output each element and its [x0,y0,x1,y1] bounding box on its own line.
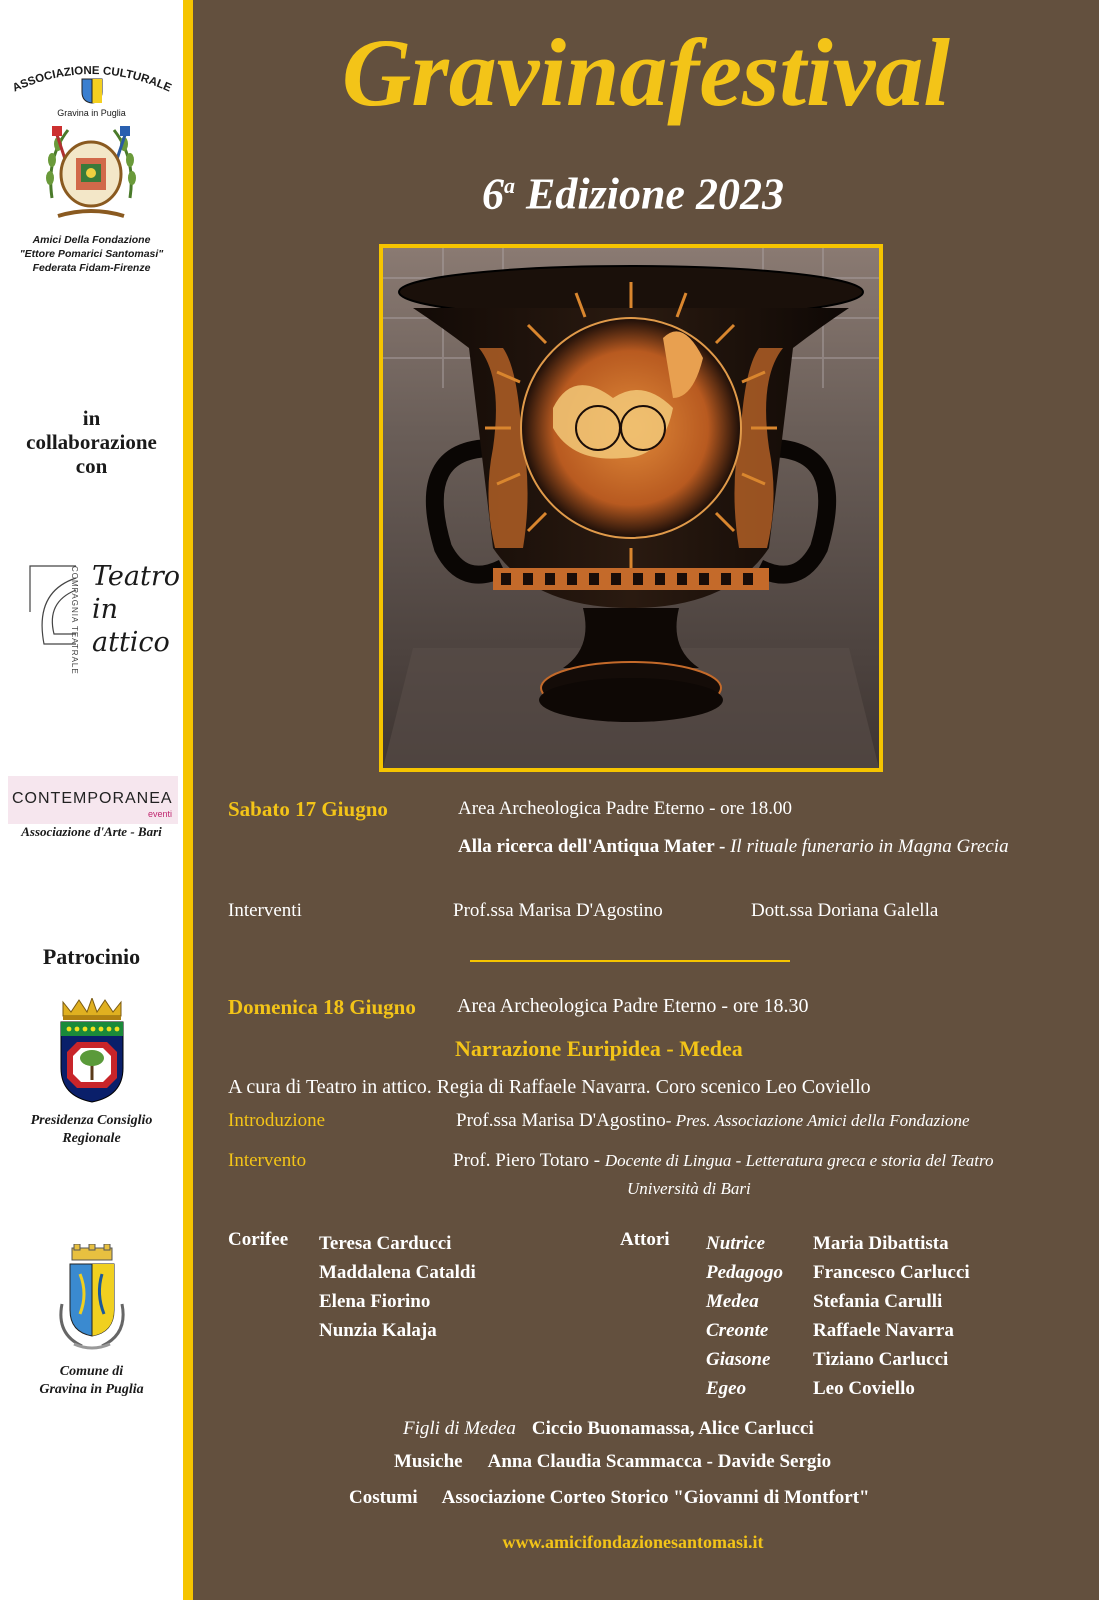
figli-names: Ciccio Buonamassa, Alice Carlucci [531,1418,814,1439]
krater-image [383,248,879,768]
role-name: Nutrice [706,1233,766,1254]
regione-crest-icon [57,998,127,1104]
assoc-title: ASSOCIAZIONE CULTURALE [10,64,174,95]
day2-interv-univ: Università di Bari [627,1179,751,1198]
actor-name: Leo Coviello [813,1378,915,1399]
regione-line2: Regionale [62,1131,121,1146]
edition-text: Edizione 2023 [515,169,784,219]
day1-speaker2: Dott.ssa Doriana Galella [751,900,939,921]
musiche-names: Anna Claudia Scammacca - Davide Sergio [487,1451,832,1472]
contemporanea-logo [8,776,178,824]
day2-intro-name: Prof.ssa Marisa D'Agostino [456,1110,666,1131]
comune-caption [0,1363,183,1399]
teatro-word2: in [92,594,119,625]
day2-intro [456,1110,970,1132]
teatro-vertical-label: COMPAGNIA TEATRALE [70,566,79,675]
role-name: Egeo [706,1378,747,1399]
musiche-label: Musiche [394,1451,463,1472]
day1-speaker1: Prof.ssa Marisa D'Agostino [453,900,663,921]
edition-superscript: a [504,173,516,198]
collab-line3: con [75,454,108,478]
roles-list [706,1229,783,1403]
day2-place: Area Archeologica Padre Eterno - ore 18.30 [457,995,809,1017]
day1-event-subtitle: Il rituale funerario in Magna Grecia [730,836,1009,857]
day2-event: Narrazione Euripidea - Medea [455,1036,743,1061]
day1-interventi-label: Interventi [228,900,302,921]
actor-name: Stefania Carulli [813,1291,943,1312]
corifee-name: Nunzia Kalaja [319,1320,437,1341]
corifee-name: Maddalena Cataldi [319,1262,476,1283]
collaboration-text [0,406,183,478]
actors-list [813,1229,970,1403]
day2-interv [453,1150,994,1172]
actor-name: Raffaele Navarra [813,1320,954,1341]
attori-label: Attori [620,1229,670,1250]
costumi-names: Associazione Corteo Storico "Giovanni di Montfort" [441,1487,870,1508]
teatro-word3: attico [92,627,170,658]
day2-interv-role: Docente di Lingua - Letteratura greca e storia del Teatro [604,1151,994,1170]
assoc-place: Gravina in Puglia [57,108,126,118]
comune-line1: Comune di [59,1364,124,1379]
gold-stripe [183,0,193,1600]
corifee-name: Teresa Carducci [319,1233,452,1254]
assoc-line1: Amici Della Fondazione [32,234,151,246]
corifee-list [319,1229,476,1345]
collab-line1: in [82,406,101,430]
day2-intro-label: Introduzione [228,1110,326,1131]
day2-interv-label: Intervento [228,1150,307,1171]
assoc-shield-icon [81,78,103,104]
day1-place: Area Archeologica Padre Eterno - ore 18.00 [458,798,792,819]
edition-heading [193,160,1073,221]
corifee-name: Elena Fiorino [319,1291,431,1312]
day2-intro-role: - Pres. Associazione Amici della Fondazione [665,1111,970,1130]
costumi-label: Costumi [349,1487,418,1508]
edition-number: 6 [482,169,505,219]
assoc-line2: "Ettore Pomarici Santomasi" [19,248,164,260]
day2-date: Domenica 18 Giugno [228,995,416,1019]
day1-date: Sabato 17 Giugno [228,797,388,821]
website-link[interactable]: www.amicifondazionesantomasi.it [502,1532,764,1552]
patrocinio-heading: Patrocinio [42,944,141,969]
teatro-word1: Teatro [92,561,181,592]
comune-crest-icon [52,1244,132,1356]
figli-row [403,1418,814,1440]
collab-line2: collaborazione [26,430,157,454]
teatro-logo-icon [20,562,90,658]
contemporanea-sub: eventi [147,809,172,819]
regione-caption [0,1112,183,1148]
assoc-emblem-icon [38,118,144,226]
corifee-label: Corifee [228,1229,289,1250]
costumi-row [349,1487,870,1509]
vase-photo [379,244,883,772]
assoc-caption [0,233,183,275]
comune-line2: Gravina in Puglia [39,1382,144,1397]
section-divider [470,960,790,962]
role-name: Creonte [706,1320,769,1341]
day2-cura: A cura di Teatro in attico. Regia di Raffaele Navarra. Coro scenico Leo Coviello [228,1076,871,1098]
role-name: Giasone [706,1349,771,1370]
musiche-row [394,1451,831,1473]
festival-title: Gravinafestival [342,19,950,126]
day1-event [458,836,1009,858]
actor-name: Francesco Carlucci [813,1262,970,1283]
figli-label: Figli di Medea [403,1418,516,1439]
contemporanea-name: CONTEMPORANEA [12,790,173,807]
role-name: Pedagogo [706,1262,784,1283]
regione-line1: Presidenza Consiglio [30,1113,153,1128]
day1-event-title: Alla ricerca dell'Antiqua Mater - [458,836,731,857]
teatro-wordmark [92,560,180,659]
role-name: Medea [706,1291,759,1312]
actor-name: Maria Dibattista [813,1233,949,1254]
assoc-line3: Federata Fidam-Firenze [32,262,151,274]
actor-name: Tiziano Carlucci [813,1349,949,1370]
contemporanea-caption: Associazione d'Arte - Bari [21,824,162,839]
day2-interv-name: Prof. Piero Totaro - [453,1150,605,1171]
